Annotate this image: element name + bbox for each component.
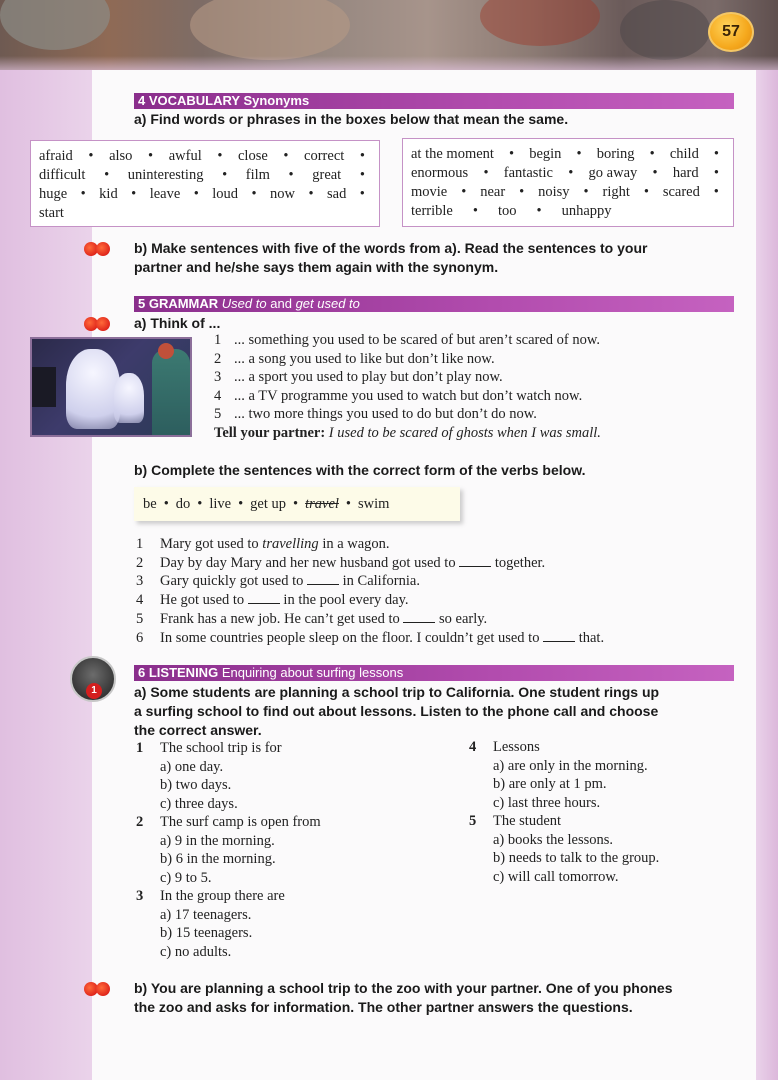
bullet-separator: • xyxy=(713,165,719,181)
vocabulary-instruction-a: a) Find words or phrases in the boxes below that mean the same. xyxy=(134,111,569,127)
pair-work-icon xyxy=(84,317,114,331)
bullet-separator: • xyxy=(222,167,228,183)
bullet-separator: • xyxy=(293,496,299,512)
vocab-word: movie xyxy=(411,184,448,200)
bullet-separator: • xyxy=(251,186,257,202)
answer-blank xyxy=(248,592,280,604)
sentence-item xyxy=(136,629,604,648)
answer-option: a) one day. xyxy=(160,758,224,775)
bullet-separator: • xyxy=(472,203,478,219)
bullet-separator: • xyxy=(568,165,574,181)
think-item xyxy=(214,331,600,350)
sentence-item xyxy=(136,610,604,629)
ghosts-photo xyxy=(30,337,192,437)
word-line xyxy=(39,166,371,185)
bullet-separator: • xyxy=(217,148,223,164)
vocab-word: right xyxy=(602,184,630,200)
item-text: ... two more things you used to do but don’t do now. xyxy=(234,406,537,422)
bullet-separator: • xyxy=(509,146,515,162)
question-text: The student xyxy=(493,813,562,829)
answer-option: c) will call tomorrow. xyxy=(493,868,619,885)
vocab-word: at the moment xyxy=(411,146,494,162)
question-text: The school trip is for xyxy=(160,740,282,756)
vocab-word: afraid xyxy=(39,148,73,164)
bullet-separator: • xyxy=(283,148,289,164)
bullet-separator: • xyxy=(713,184,719,200)
vocab-word: loud xyxy=(212,186,239,202)
bullet-separator: • xyxy=(461,184,467,200)
answer-option: c) three days. xyxy=(160,795,238,812)
vocab-word: fantastic xyxy=(503,165,553,181)
item-text: ... a TV programme you used to watch but don’t watch now. xyxy=(234,387,583,404)
question-text: In the group there are xyxy=(160,888,285,904)
sentence-item xyxy=(136,591,604,610)
sentence-number: 2 xyxy=(136,554,144,571)
bullet-separator: • xyxy=(652,165,658,181)
answer-option: c) no adults. xyxy=(160,943,232,960)
question-stem xyxy=(136,813,321,832)
question-number: 4 xyxy=(469,739,477,755)
vocab-word: awful xyxy=(168,148,202,164)
verb-word: do xyxy=(175,496,191,512)
bullet-separator: • xyxy=(519,184,525,200)
think-item xyxy=(214,387,600,406)
vocab-word: unhappy xyxy=(561,203,612,219)
vocab-word: noisy xyxy=(538,184,570,200)
verb-word: be xyxy=(143,496,157,512)
answer-option: c) last three hours. xyxy=(493,794,601,811)
bullet-separator: • xyxy=(238,496,244,512)
verb-word: get up xyxy=(250,496,287,512)
word-line xyxy=(411,183,725,202)
question-text: The surf camp is open from xyxy=(160,814,321,830)
bullet-separator: • xyxy=(148,148,154,164)
vocab-word: scared xyxy=(662,184,700,200)
sentence-text: Mary got used to travelling in a wagon. xyxy=(160,536,390,552)
question-text: Lessons xyxy=(493,739,540,755)
sentence-number: 4 xyxy=(136,592,144,609)
answer-option: a) books the lessons. xyxy=(493,831,614,848)
answer-option: b) are only at 1 pm. xyxy=(493,776,607,792)
item-number: 3 xyxy=(214,369,222,385)
vocab-word: boring xyxy=(596,146,635,162)
vocab-word: hard xyxy=(672,165,699,181)
verb-word: travel xyxy=(305,496,339,512)
right-margin xyxy=(756,70,778,1080)
vocab-word: near xyxy=(480,184,506,200)
item-text: ... a song you used to like but don’t like now. xyxy=(234,350,495,367)
bullet-separator: • xyxy=(345,496,351,512)
bullet-separator: • xyxy=(576,146,582,162)
bullet-separator: • xyxy=(536,203,542,219)
sentence-list xyxy=(136,535,604,647)
sentence-item xyxy=(136,535,604,554)
bullet-separator: • xyxy=(713,146,719,162)
grammar-instruction-a: a) Think of ... xyxy=(134,315,221,331)
bullet-separator: • xyxy=(88,148,94,164)
example-answer: travelling xyxy=(262,536,319,552)
word-box-right xyxy=(402,138,734,227)
think-item xyxy=(214,350,600,369)
sentence-number: 5 xyxy=(136,610,144,627)
bullet-separator: • xyxy=(308,186,314,202)
vocab-word: uninteresting xyxy=(127,167,204,183)
bullet-separator: • xyxy=(80,186,86,202)
think-of-list xyxy=(214,331,600,424)
item-number: 4 xyxy=(214,387,222,404)
vocab-word: terrible xyxy=(411,203,453,219)
answer-option: b) needs to talk to the group. xyxy=(493,850,660,866)
word-box-left xyxy=(30,140,380,227)
bullet-separator: • xyxy=(193,186,199,202)
sentence-number: 6 xyxy=(136,629,144,646)
question-number: 2 xyxy=(136,814,144,830)
answer-blank xyxy=(543,630,575,642)
question-stem xyxy=(469,812,659,831)
question-stem xyxy=(136,887,321,906)
item-number: 1 xyxy=(214,332,222,348)
bullet-separator: • xyxy=(359,186,365,202)
answer-blank xyxy=(403,611,435,623)
verb-word: live xyxy=(209,496,232,512)
vocabulary-section-header: 4 VOCABULARY Synonyms xyxy=(134,93,734,109)
answer-option: a) 9 in the morning. xyxy=(160,832,275,849)
sentence-text: Frank has a new job. He can’t get used to so early. xyxy=(160,610,488,627)
vocab-word: great xyxy=(312,167,342,183)
answer-blank xyxy=(307,573,339,585)
pair-work-icon xyxy=(84,982,114,996)
vocab-word: huge xyxy=(39,186,68,202)
bullet-separator: • xyxy=(643,184,649,200)
vocab-word: kid xyxy=(99,186,118,202)
bullet-separator: • xyxy=(583,184,589,200)
bullet-separator: • xyxy=(131,186,137,202)
sentence-item xyxy=(136,554,604,573)
bullet-separator: • xyxy=(163,496,169,512)
think-item xyxy=(214,405,600,424)
vocab-word: enormous xyxy=(411,165,469,181)
vocab-word: close xyxy=(237,148,268,164)
answer-blank xyxy=(459,555,491,567)
sentence-item xyxy=(136,572,604,591)
word-line xyxy=(39,204,371,223)
vocab-word: go away xyxy=(588,165,638,181)
bullet-separator: • xyxy=(359,148,365,164)
verb-word: swim xyxy=(358,496,390,512)
listening-section-header: 6 LISTENING Enquiring about surfing lessons xyxy=(134,665,734,681)
vocab-word: begin xyxy=(529,146,562,162)
vocab-word: child xyxy=(669,146,699,162)
question-number: 5 xyxy=(469,813,477,829)
sentence-text: He got used to in the pool every day. xyxy=(160,592,409,609)
word-line xyxy=(411,164,725,183)
question-number: 1 xyxy=(136,740,144,756)
answer-option: a) 17 teenagers. xyxy=(160,906,252,923)
item-number: 2 xyxy=(214,350,222,367)
bullet-separator: • xyxy=(104,167,110,183)
bullet-separator: • xyxy=(288,167,294,183)
word-line xyxy=(39,147,371,166)
answer-option: b) 15 teenagers. xyxy=(160,925,253,941)
bullet-separator: • xyxy=(197,496,203,512)
answer-option: a) are only in the morning. xyxy=(493,757,648,774)
question-stem xyxy=(469,738,659,757)
track-number-badge: 1 xyxy=(86,683,102,699)
answer-option: b) 6 in the morning. xyxy=(160,851,276,867)
vocab-word: start xyxy=(39,205,64,221)
vocab-word: leave xyxy=(149,186,181,202)
bullet-separator: • xyxy=(359,167,365,183)
tell-partner-line: Tell your partner: I used to be scared of ghosts when I was small. xyxy=(214,425,601,441)
questions-column-left xyxy=(136,739,321,961)
vocab-word: film xyxy=(245,167,270,183)
word-line xyxy=(39,185,371,204)
grammar-instruction-b: b) Complete the sentences with the correct form of the verbs below. xyxy=(134,462,586,478)
sentence-text: Day by day Mary and her new husband got used to together. xyxy=(160,554,546,571)
vocab-word: difficult xyxy=(39,167,86,183)
pair-work-icon xyxy=(84,242,114,256)
vocab-word: sad xyxy=(327,186,347,202)
item-number: 5 xyxy=(214,406,222,422)
sentence-number: 1 xyxy=(136,536,144,552)
vocab-word: also xyxy=(109,148,133,164)
bullet-separator: • xyxy=(483,165,489,181)
bullet-separator: • xyxy=(649,146,655,162)
vocab-word: now xyxy=(270,186,296,202)
vocabulary-instruction-b: b) Make sentences with five of the words from a). Read the sentences to your partner and he/she says them again with the synonym. xyxy=(134,240,648,275)
vocab-word: too xyxy=(497,203,517,219)
item-text: ... something you used to be scared of but aren’t scared of now. xyxy=(234,332,601,348)
word-line xyxy=(411,202,725,221)
listening-instruction-a: a) Some students are planning a school trip to California. One student rings up a surfing school to find out about lessons. Listen to the phone call and choose the correct answer. xyxy=(134,684,660,738)
vocab-word: correct xyxy=(304,148,345,164)
answer-option: b) two days. xyxy=(160,777,232,793)
grammar-section-header: 5 GRAMMAR Used to and get used to xyxy=(134,296,734,312)
verb-box xyxy=(134,487,460,521)
sentence-text: Gary quickly got used to in California. xyxy=(160,573,420,590)
question-stem xyxy=(136,739,321,758)
question-number: 3 xyxy=(136,888,144,904)
questions-column-right xyxy=(469,738,659,886)
listening-instruction-b: b) You are planning a school trip to the zoo with your partner. One of you phones the zoo and asks for information. The other partner answers the questions. xyxy=(134,980,673,1015)
sentence-text: In some countries people sleep on the floor. I couldn’t get used to that. xyxy=(160,629,605,646)
page-number-badge: 57 xyxy=(708,12,754,52)
item-text: ... a sport you used to play but don’t play now. xyxy=(234,369,503,385)
think-item xyxy=(214,368,600,387)
sentence-number: 3 xyxy=(136,573,144,590)
word-line xyxy=(411,145,725,164)
answer-option: c) 9 to 5. xyxy=(160,869,212,886)
